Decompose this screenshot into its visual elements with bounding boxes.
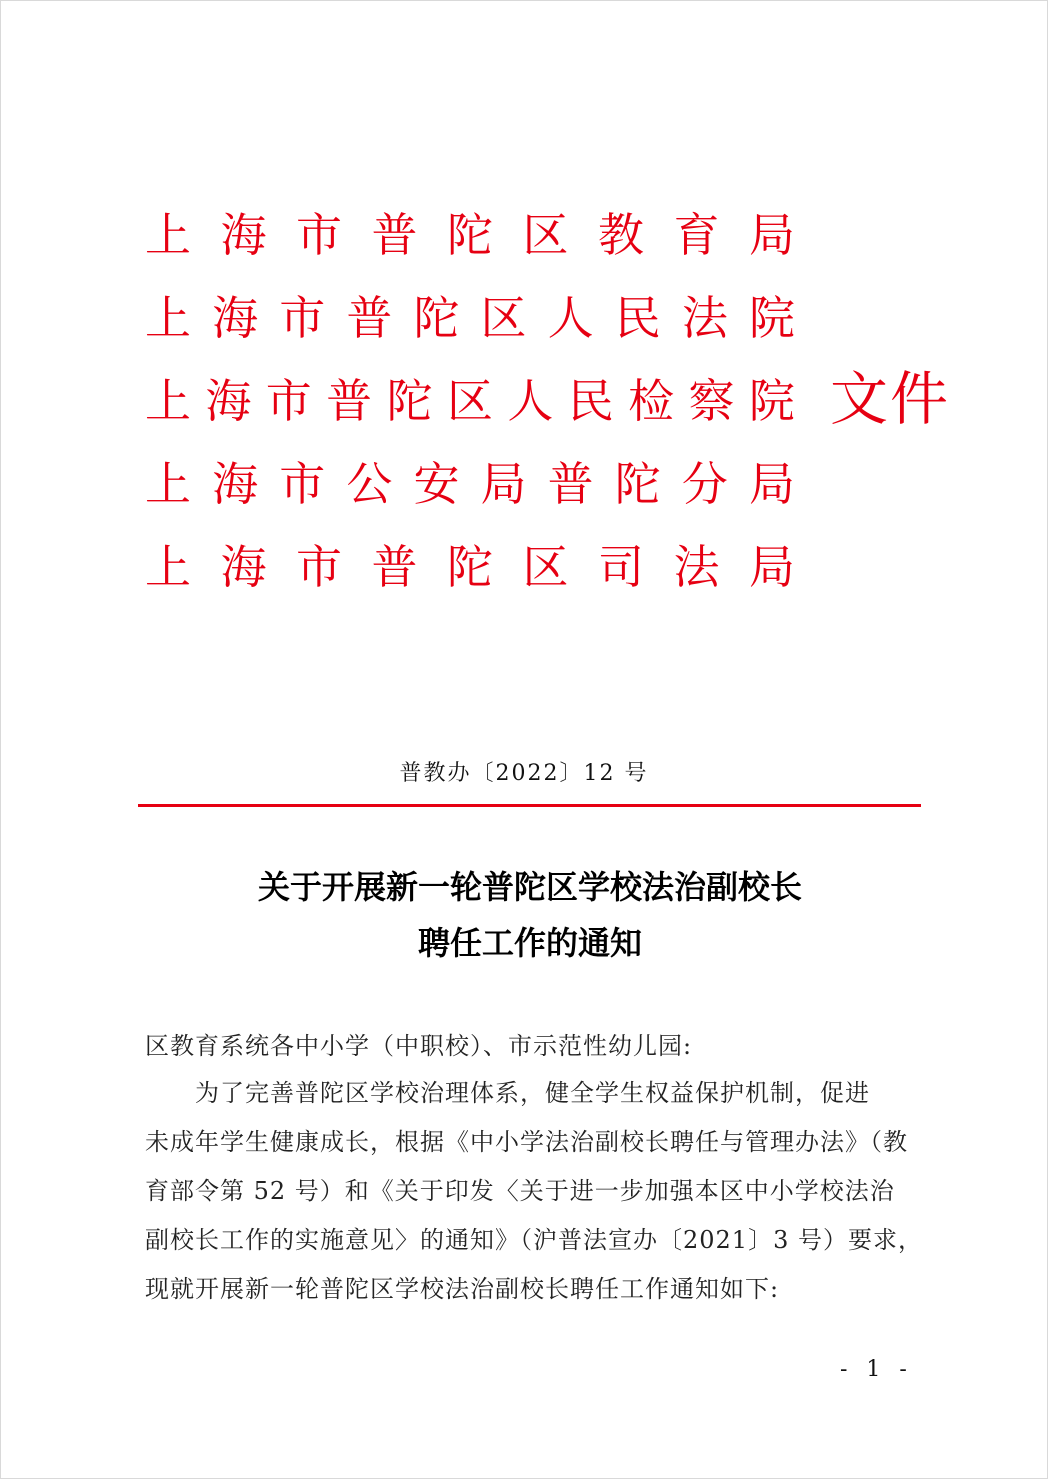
page-number: - 1 - — [840, 1357, 913, 1382]
agency-char: 陀 — [447, 540, 493, 594]
agency-char: 普 — [371, 540, 418, 594]
red-divider-line — [138, 804, 921, 807]
agency-char: 民 — [614, 291, 661, 345]
agency-char: 普 — [547, 457, 594, 511]
agency-char: 法 — [673, 540, 720, 594]
body-line-4: 副校长工作的实施意见〉的通知》（沪普法宣办〔2021〕3 号）要求， — [145, 1226, 923, 1254]
agency-char: 上 — [145, 457, 191, 511]
agency-char: 安 — [413, 457, 460, 511]
agency-char: 区 — [480, 291, 527, 345]
agency-char: 市 — [296, 208, 342, 262]
agency-char: 局 — [749, 540, 795, 594]
document-suffix: 文件 — [830, 365, 951, 433]
agency-char: 教 — [598, 208, 644, 262]
agency-char: 局 — [480, 457, 527, 511]
agency-char: 察 — [688, 374, 735, 428]
agency-char: 检 — [628, 374, 675, 428]
agency-char: 普 — [346, 291, 393, 345]
body-line-5: 现就开展新一轮普陀区学校法治副校长聘任工作通知如下: — [145, 1275, 780, 1303]
agency-char: 局 — [749, 208, 795, 262]
agency-char: 海 — [212, 457, 259, 511]
agency-name — [145, 454, 795, 514]
agency-char: 海 — [205, 374, 252, 428]
agency-char: 区 — [522, 208, 569, 262]
agency-char: 区 — [446, 374, 493, 428]
document-title-line-2: 聘任工作的通知 — [417, 924, 642, 962]
body-line-3: 育部令第 52 号）和《关于印发〈关于进一步加强本区中小学校法治 — [145, 1177, 895, 1205]
agency-char: 育 — [673, 208, 720, 262]
agency-char: 人 — [547, 291, 594, 345]
agency-char: 院 — [748, 291, 795, 345]
body-line-1: 为了完善普陀区学校治理体系，健全学生权益保护机制，促进 — [195, 1079, 870, 1107]
agency-char: 上 — [145, 208, 191, 262]
agency-char: 海 — [212, 291, 259, 345]
agency-char: 上 — [145, 374, 191, 428]
agency-name — [145, 371, 795, 431]
agency-char: 市 — [279, 457, 326, 511]
agency-char: 司 — [598, 540, 644, 594]
agency-char: 法 — [681, 291, 728, 345]
agency-char: 人 — [507, 374, 554, 428]
agency-char: 院 — [748, 374, 795, 428]
agency-char: 上 — [145, 540, 191, 594]
agency-name — [145, 537, 795, 597]
agency-char: 区 — [522, 540, 569, 594]
agency-name — [145, 288, 795, 348]
body-line-2: 未成年学生健康成长，根据《中小学法治副校长聘任与管理办法》（教 — [145, 1128, 908, 1156]
document-title-line-1: 关于开展新一轮普陀区学校法治副校长 — [257, 868, 802, 906]
agency-char: 市 — [265, 374, 312, 428]
agency-char: 普 — [326, 374, 373, 428]
agency-char: 陀 — [413, 291, 460, 345]
salutation: 区教育系统各中小学（中职校）、市示范性幼儿园: — [145, 1032, 693, 1060]
agency-char: 分 — [681, 457, 728, 511]
agency-char: 陀 — [447, 208, 493, 262]
agency-char: 普 — [371, 208, 418, 262]
agency-char: 陀 — [386, 374, 433, 428]
agency-char: 市 — [279, 291, 326, 345]
agency-char: 海 — [220, 540, 267, 594]
agency-char: 上 — [145, 291, 191, 345]
agency-char: 市 — [296, 540, 342, 594]
agency-char: 公 — [346, 457, 393, 511]
agency-char: 海 — [220, 208, 267, 262]
agency-char: 局 — [748, 457, 795, 511]
agency-char: 陀 — [614, 457, 661, 511]
document-number: 普教办〔2022〕12 号 — [399, 761, 649, 786]
agency-char: 民 — [567, 374, 614, 428]
agency-name — [145, 205, 795, 265]
